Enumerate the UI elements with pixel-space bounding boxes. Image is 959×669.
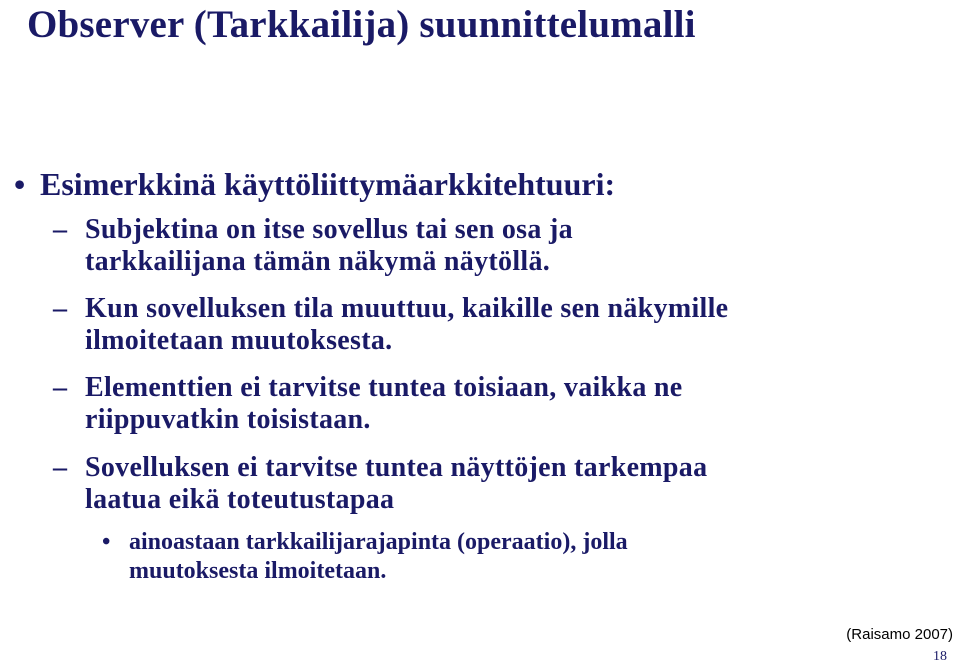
sub-point-3-text [85,372,683,436]
main-bullet-text: Esimerkkinä käyttöliittymäarkkitehtuuri: [40,166,616,202]
sub-point-2-text [85,293,728,357]
sub-point-1-line2: tarkkailijana tämän näkymä näytöllä. [85,246,551,277]
dash-icon: – [53,293,68,324]
slide-title: Observer (Tarkkailija) suunnittelumalli [27,3,696,46]
sub-sub-point-text [129,528,628,586]
dash-icon: – [53,452,68,483]
sub-sub-point-line2: muutoksesta ilmoitetaan. [129,558,387,584]
sub-sub-point-line1: ainoastaan tarkkailijarajapinta (operaatio), jolla [129,529,628,555]
sub-point-1-text [85,214,573,278]
sub-point-4-text [85,452,707,516]
sub-point-4-line2: laatua eikä toteutustapaa [85,484,395,515]
sub-point-1-line1: Subjektina on itse sovellus tai sen osa ja [85,214,573,245]
page-number: 18 [933,649,947,664]
sub-point-2-line2: ilmoitetaan muutoksesta. [85,325,393,356]
dash-icon: – [53,214,68,245]
sub-point-3-line2: riippuvatkin toisistaan. [85,404,371,435]
bullet-icon: • [14,166,26,202]
bullet-icon: • [102,529,111,555]
sub-point-4-line1: Sovelluksen ei tarvitse tuntea näyttöjen tarkempaa [85,452,708,483]
sub-point-3-line1: Elementtien ei tarvitse tuntea toisiaan, vaikka ne [85,372,683,403]
sub-point-2-line1: Kun sovelluksen tila muuttuu, kaikille sen näkymille [85,293,729,324]
dash-icon: – [53,372,68,403]
citation: (Raisamo 2007) [846,626,953,643]
